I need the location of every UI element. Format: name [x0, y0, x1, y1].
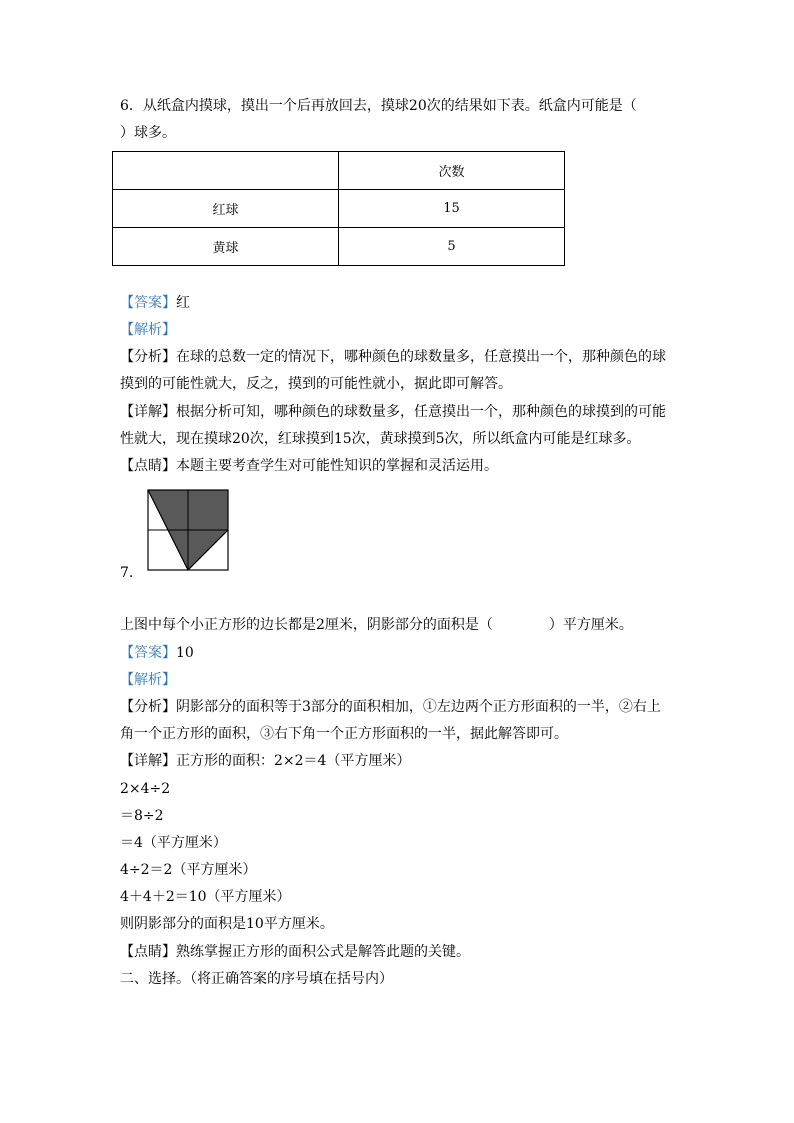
- fenxi-text: 阴影部分的面积等于3部分的面积相加，①左边两个正方形面积的一半，②右上: [176, 699, 661, 715]
- q6-xiangjie-line2: 性就大，现在摸球20次，红球摸到15次，黄球摸到5次，所以纸盒内可能是红球多。: [120, 431, 641, 447]
- q7-jiexi: [120, 671, 176, 689]
- calc-line: 4÷2＝2（平方厘米）: [120, 862, 257, 878]
- dianjing-text: 熟练掌握正方形的面积公式是解答此题的关键。: [176, 944, 470, 960]
- xiangjie-text: 正方形的面积：2×2＝4（平方厘米）: [176, 753, 411, 769]
- table-header-cell: 次数: [339, 152, 565, 190]
- q6-dianjing: [120, 457, 498, 475]
- xiangjie-tag: 【详解】: [120, 753, 176, 769]
- q6-text-line2: ）球多。: [120, 125, 176, 141]
- table-row: [113, 152, 565, 190]
- q7-fenxi-line2: 角一个正方形的面积，③右下角一个正方形面积的一半，据此解答即可。: [120, 726, 568, 742]
- calc-line: ＝8÷2: [120, 808, 164, 824]
- dianjing-tag: 【点睛】: [120, 944, 176, 960]
- table-cell: 红球: [113, 190, 339, 228]
- answer-tag: 【答案】: [120, 645, 176, 661]
- q6-answer: [120, 294, 190, 312]
- jiexi-tag: 【解析】: [120, 322, 176, 338]
- calc-line: ＝4（平方厘米）: [120, 835, 227, 851]
- calc-line: 4＋4＋2＝10（平方厘米）: [120, 889, 291, 905]
- q7-fenxi-line1: [120, 698, 661, 716]
- calc-line: 2×4÷2: [120, 781, 171, 797]
- answer-value: 10: [176, 645, 194, 661]
- q7-grid-figure: [147, 489, 229, 571]
- q7-xiangjie-line1: [120, 752, 410, 770]
- table-cell: 15: [339, 190, 565, 228]
- q6-text-line1: 6．从纸盒内摸球，摸出一个后再放回去，摸球20次的结果如下表。纸盒内可能是（: [120, 98, 637, 114]
- fenxi-text: 在球的总数一定的情况下，哪种颜色的球数量多，任意摸出一个，那种颜色的球: [176, 349, 666, 365]
- q7-question: 上图中每个小正方形的边长都是2厘米，阴影部分的面积是（ ）平方厘米。: [120, 617, 633, 633]
- answer-value: 红: [176, 295, 190, 311]
- q6-jiexi: [120, 321, 176, 339]
- q6-xiangjie-line1: [120, 403, 666, 421]
- table-cell: 黄球: [113, 228, 339, 266]
- q6-fenxi-line2: 摸到的可能性就大，反之，摸到的可能性就小，据此即可解答。: [120, 376, 512, 392]
- q6-table: [112, 151, 565, 266]
- dianjing-text: 本题主要考查学生对可能性知识的掌握和灵活运用。: [176, 458, 498, 474]
- dianjing-tag: 【点睛】: [120, 458, 176, 474]
- jiexi-tag: 【解析】: [120, 672, 176, 688]
- table-row: [113, 190, 565, 228]
- q7-conclusion: 则阴影部分的面积是10平方厘米。: [120, 916, 334, 932]
- q6-fenxi-line1: [120, 348, 666, 366]
- section-heading: 二、选择。（将正确答案的序号填在括号内）: [120, 971, 393, 987]
- xiangjie-text: 根据分析可知，哪种颜色的球数量多，任意摸出一个，那种颜色的球摸到的可能: [176, 404, 666, 420]
- fenxi-tag: 【分析】: [120, 699, 176, 715]
- xiangjie-tag: 【详解】: [120, 404, 176, 420]
- fenxi-tag: 【分析】: [120, 349, 176, 365]
- q7-answer: [120, 644, 194, 662]
- table-cell: 5: [339, 228, 565, 266]
- table-row: [113, 228, 565, 266]
- table-header-cell: [113, 152, 339, 190]
- q7-dianjing: [120, 943, 470, 961]
- answer-tag: 【答案】: [120, 295, 176, 311]
- q7-number: 7.: [120, 565, 134, 581]
